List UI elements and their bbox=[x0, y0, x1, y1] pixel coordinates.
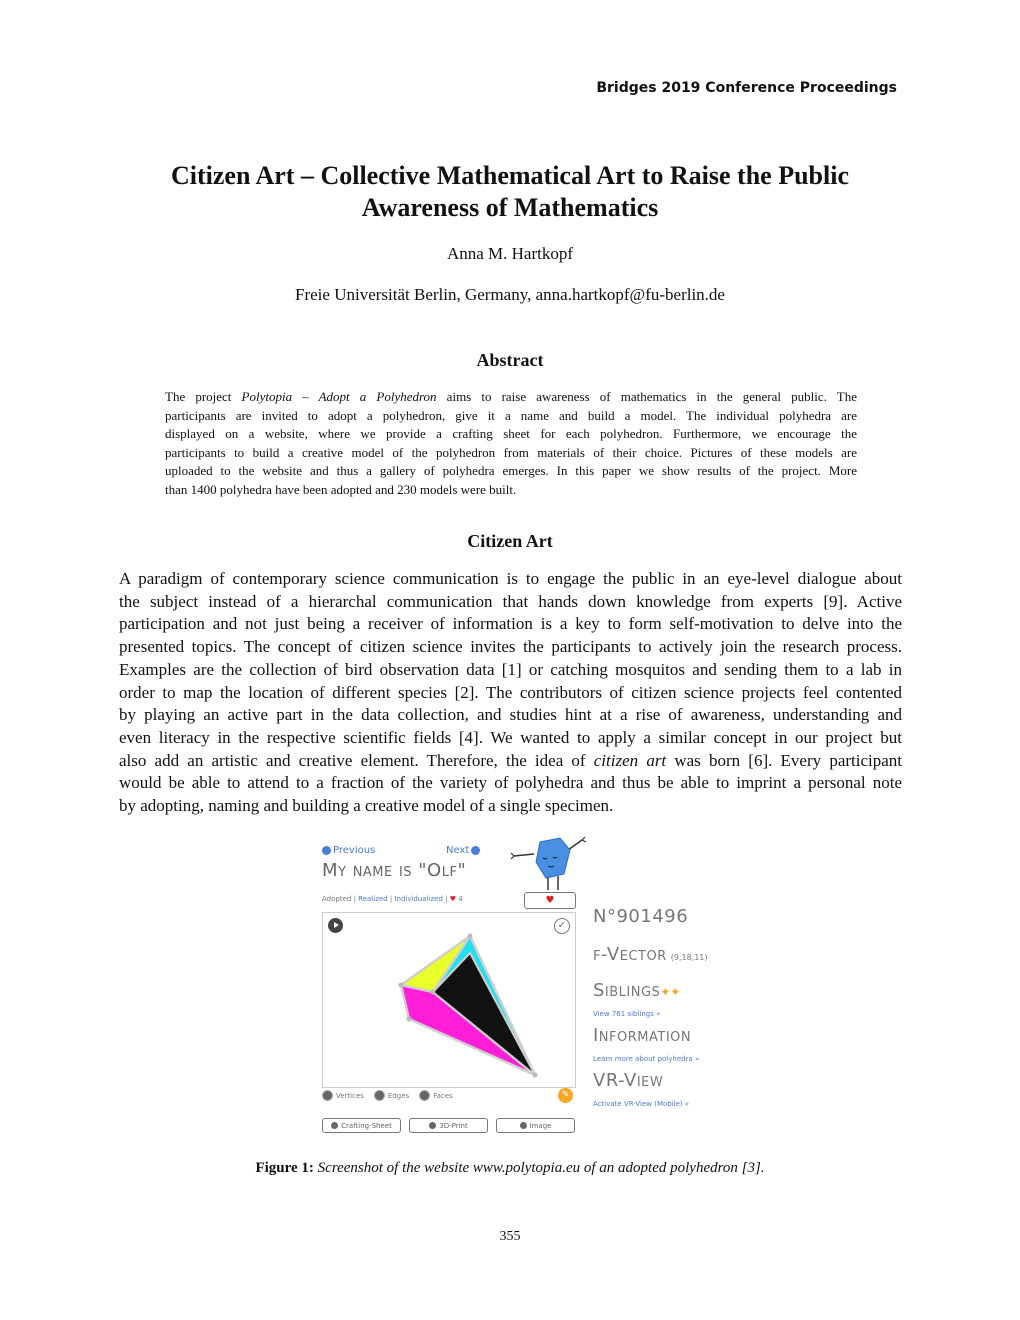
next-link[interactable]: Next bbox=[446, 845, 480, 856]
abstract-line: participants to build a creative model of the polyhedron from materials of their choice. Pictures of these models are bbox=[165, 444, 857, 460]
3d-print-button[interactable]: 3D-Print bbox=[409, 1118, 488, 1133]
toggle-icon bbox=[322, 1090, 333, 1101]
polyhedron-viewer[interactable] bbox=[322, 912, 576, 1088]
polyhedron-name: My name is "Olf" bbox=[322, 860, 467, 881]
mascot-icon bbox=[510, 834, 588, 892]
section-body bbox=[119, 568, 902, 818]
running-header: Bridges 2019 Conference Proceedings bbox=[596, 80, 897, 96]
body-line: presented topics. The concept of citizen science invites the participants to actively join the research process. bbox=[119, 637, 902, 657]
download-buttons bbox=[322, 1118, 575, 1133]
section-heading: Citizen Art bbox=[467, 531, 553, 551]
siblings-section: Siblings✦✦ View 761 siblings » bbox=[593, 980, 681, 1018]
siblings-icon: ✦✦ bbox=[660, 985, 681, 999]
heart-icon: ♥ bbox=[449, 895, 456, 903]
toggle-icon bbox=[374, 1090, 385, 1101]
figure-caption: Figure 1: Screenshot of the website www.polytopia.eu of an adopted polyhedron [3]. bbox=[255, 1160, 765, 1176]
pencil-icon[interactable]: ✎ bbox=[558, 1088, 573, 1103]
body-line: would be able to attend to a fraction of the variety of polyhedra and thus be able to imprint a personal note bbox=[119, 773, 902, 793]
checkmark-icon[interactable]: ✓ bbox=[554, 918, 570, 934]
previous-link[interactable]: Previous bbox=[322, 845, 375, 856]
abstract-heading: Abstract bbox=[476, 350, 544, 370]
body-line: by adopting, naming and building a creative model of a single specimen. bbox=[119, 796, 614, 816]
download-icon bbox=[429, 1122, 436, 1129]
body-line: A paradigm of contemporary science communication is to engage the public in an eye-level dialogue about bbox=[119, 569, 902, 588]
vr-view-section: VR-View Activate VR-View (Mobile) » bbox=[593, 1070, 690, 1108]
siblings-link[interactable]: View 761 siblings » bbox=[593, 1010, 661, 1018]
paper-title bbox=[0, 160, 1020, 224]
abstract-body bbox=[165, 388, 857, 499]
heart-icon: ♥ bbox=[545, 895, 555, 906]
abstract-line: displayed on a website, where we provide a crafting sheet for each polyhedron. Furthermore, we encourage the bbox=[165, 426, 857, 441]
title-line: Citizen Art – Collective Mathematical Art to Raise the Public bbox=[171, 161, 849, 190]
toggle-faces[interactable]: Faces bbox=[419, 1090, 452, 1101]
download-icon bbox=[520, 1122, 527, 1129]
toggle-icon bbox=[419, 1090, 430, 1101]
download-icon bbox=[331, 1122, 338, 1129]
author-name: Anna M. Hartkopf bbox=[446, 244, 574, 263]
toggle-vertices[interactable]: Vertices bbox=[322, 1090, 364, 1101]
image-button[interactable]: Image bbox=[496, 1118, 575, 1133]
vr-view-link[interactable]: Activate VR-View (Mobile) » bbox=[593, 1100, 690, 1108]
toggle-edges[interactable]: Edges bbox=[374, 1090, 409, 1101]
body-line: order to map the location of different species [2]. The contributors of citizen science projects feel contented bbox=[119, 682, 902, 702]
polyhedron-render bbox=[323, 913, 575, 1087]
arrow-right-icon bbox=[471, 846, 480, 855]
body-line: Examples are the collection of bird observation data [1] or catching mosquitos and sending them to a lab in bbox=[119, 659, 902, 679]
abstract-line: than 1400 polyhedra have been adopted and 230 models were built. bbox=[165, 481, 517, 497]
abstract-line: participants are invited to adopt a polyhedron, give it a name and build a model. The individual polyhedra are bbox=[165, 407, 857, 423]
body-line: by playing an active part in the data collection, and studies hint at a rise of awareness, understanding and bbox=[119, 705, 902, 725]
display-toggles bbox=[322, 1090, 453, 1101]
abstract-line: The project Polytopia – Adopt a Polyhedron aims to raise awareness of mathematics in the general public. The bbox=[165, 389, 857, 404]
body-line: the subject instead of a hierarchal communication that hands down knowledge from experts [9]. Active bbox=[119, 591, 902, 611]
polyhedron-number: N°901496 bbox=[593, 906, 689, 927]
body-line: even literacy in the respective scientific fields [4]. We wanted to apply a similar concept in our project but bbox=[119, 727, 902, 747]
information-link[interactable]: Learn more about polyhedra » bbox=[593, 1055, 700, 1063]
abstract-line: uploaded to the website and thus a gallery of polyhedra emerges. In this paper we show results of the project. More bbox=[165, 463, 857, 478]
f-vector: f-Vector (9,18,11) bbox=[593, 944, 708, 965]
arrow-left-icon bbox=[322, 846, 331, 855]
body-line: also add an artistic and creative element. Therefore, the idea of citizen art was born [6]. Every participant bbox=[119, 750, 903, 770]
title-line: Awareness of Mathematics bbox=[361, 193, 659, 222]
adoption-status: Adopted | Realized | Individualized | ♥ 4 bbox=[322, 895, 463, 903]
author-affiliation: Freie Universität Berlin, Germany, anna.hartkopf@fu-berlin.de bbox=[295, 285, 725, 304]
information-section: Information Learn more about polyhedra » bbox=[593, 1025, 700, 1063]
page-number: 355 bbox=[499, 1229, 521, 1244]
crafting-sheet-button[interactable]: Crafting-Sheet bbox=[322, 1118, 401, 1133]
figure-screenshot bbox=[312, 832, 708, 1142]
body-line: participation and not just being a receiver of information is a key to form self-motivation to delve into the bbox=[119, 614, 902, 634]
like-button[interactable] bbox=[524, 892, 576, 909]
